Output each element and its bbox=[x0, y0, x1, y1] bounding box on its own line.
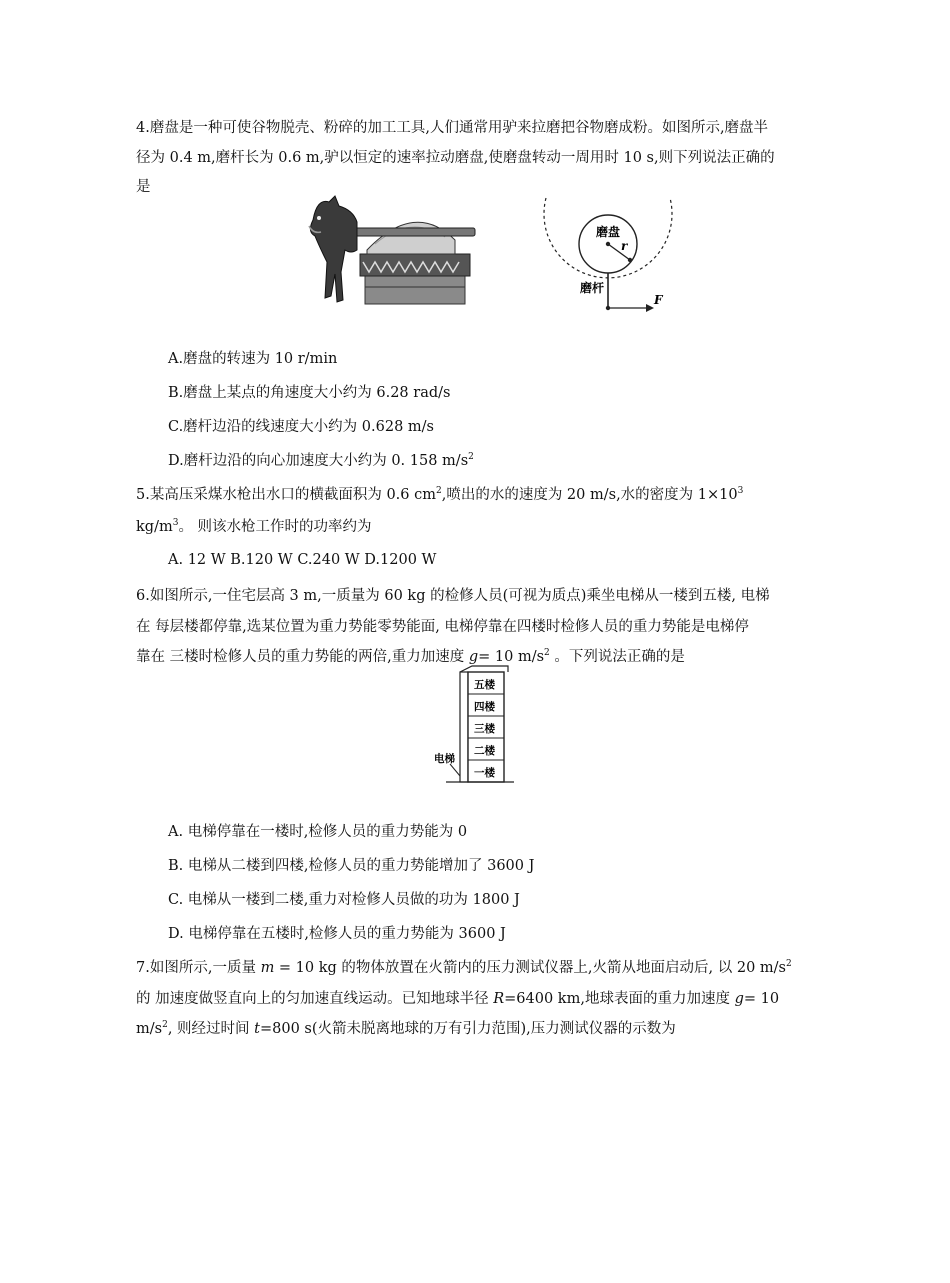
q6-stem-line2: 在 每层楼都停靠,选某位置为重力势能零势能面, 电梯停靠在四楼时检修人员的重力势能是电梯停 bbox=[136, 619, 749, 635]
building-elevator-diagram bbox=[430, 664, 520, 786]
q7-stem-line3: $m/s^2$, 则经过时间 t=800 s(火箭未脱离地球的万有引力范围),压力测试仪器的示数为 bbox=[136, 1020, 676, 1037]
force-arrow-icon bbox=[646, 304, 654, 312]
floor-3-label: 三楼 bbox=[474, 723, 495, 735]
q5-options: A. 12 W B.120 W C.240 W D.1200 W bbox=[168, 552, 437, 568]
q6-option-b: B. 电梯从二楼到四楼,检修人员的重力势能增加了 3600 J bbox=[168, 858, 535, 874]
q6-stem-line3: 靠在 三楼时检修人员的重力势能的两倍,重力加速度 g= 10 $m/s^2$ 。下列说法正确的是 bbox=[136, 648, 685, 665]
q4-option-d: D.磨杆边沿的向心加速度大小约为 0. 158 $m/s^2$ bbox=[168, 452, 474, 469]
q4-stem-line2: 径为 0.4 m,磨杆长为 0.6 m,驴以恒定的速率拉动磨盘,使磨盘转动一周用时 10 s,则下列说法正确的 bbox=[136, 150, 775, 166]
donkey-mill-illustration bbox=[305, 192, 480, 308]
q7-stem-line1: 7.如图所示,一质量 m = 10 kg 的物体放置在火箭内的压力测试仪器上,火箭从地面启动后, 以 20 $m/s^2$ bbox=[136, 959, 792, 976]
q7-stem-line2: 的 加速度做竖直向上的匀加速直线运动。已知地球半径 R=6400 km,地球表面的重力加速度 g= 10 bbox=[136, 991, 780, 1007]
q5-stem-line1: 5.某高压采煤水枪出水口的横截面积为 0.6 $cm^2$,喷出的水的速度为 20 m/s,水的密度为 $1\times 10^3$ bbox=[136, 486, 744, 503]
q6-option-d: D. 电梯停靠在五楼时,检修人员的重力势能为 3600 J bbox=[168, 926, 506, 942]
floor-2-label: 二楼 bbox=[474, 745, 495, 757]
rod-label: 磨杆 bbox=[580, 281, 605, 295]
q5-stem-line2: $kg/m^3$。 则该水枪工作时的功率约为 bbox=[136, 518, 372, 535]
disk-label: 磨盘 bbox=[596, 225, 621, 239]
q6-option-c: C. 电梯从一楼到二楼,重力对检修人员做的功为 1800 J bbox=[168, 892, 520, 908]
elevator-label: 电梯 bbox=[434, 753, 455, 765]
q4-option-a: A.磨盘的转速为 10 r/min bbox=[168, 351, 338, 367]
q4-stem-line1: 4.磨盘是一种可使谷物脱壳、粉碎的加工工具,人们通常用驴来拉磨把谷物磨成粉。如图所示,磨盘半 bbox=[136, 120, 769, 136]
floor-1-label: 一楼 bbox=[474, 767, 495, 779]
radius-label: r bbox=[621, 239, 628, 253]
q4-stem-line3: 是 bbox=[136, 179, 151, 195]
q4-option-b: B.磨盘上某点的角速度大小约为 6.28 rad/s bbox=[168, 385, 451, 401]
force-label: F bbox=[654, 293, 663, 307]
q6-option-a: A. 电梯停靠在一楼时,检修人员的重力势能为 0 bbox=[168, 824, 468, 840]
mill-disk-diagram bbox=[538, 192, 678, 314]
q4-option-c: C.磨杆边沿的线速度大小约为 0.628 m/s bbox=[168, 419, 434, 435]
floor-5-label: 五楼 bbox=[474, 679, 495, 691]
floor-4-label: 四楼 bbox=[474, 701, 495, 713]
elevator-shaft bbox=[460, 672, 468, 782]
q6-stem-line1: 6.如图所示,一住宅层高 3 m,一质量为 60 kg 的检修人员(可视为质点)乘坐电梯从一楼到五楼, 电梯 bbox=[136, 588, 770, 604]
